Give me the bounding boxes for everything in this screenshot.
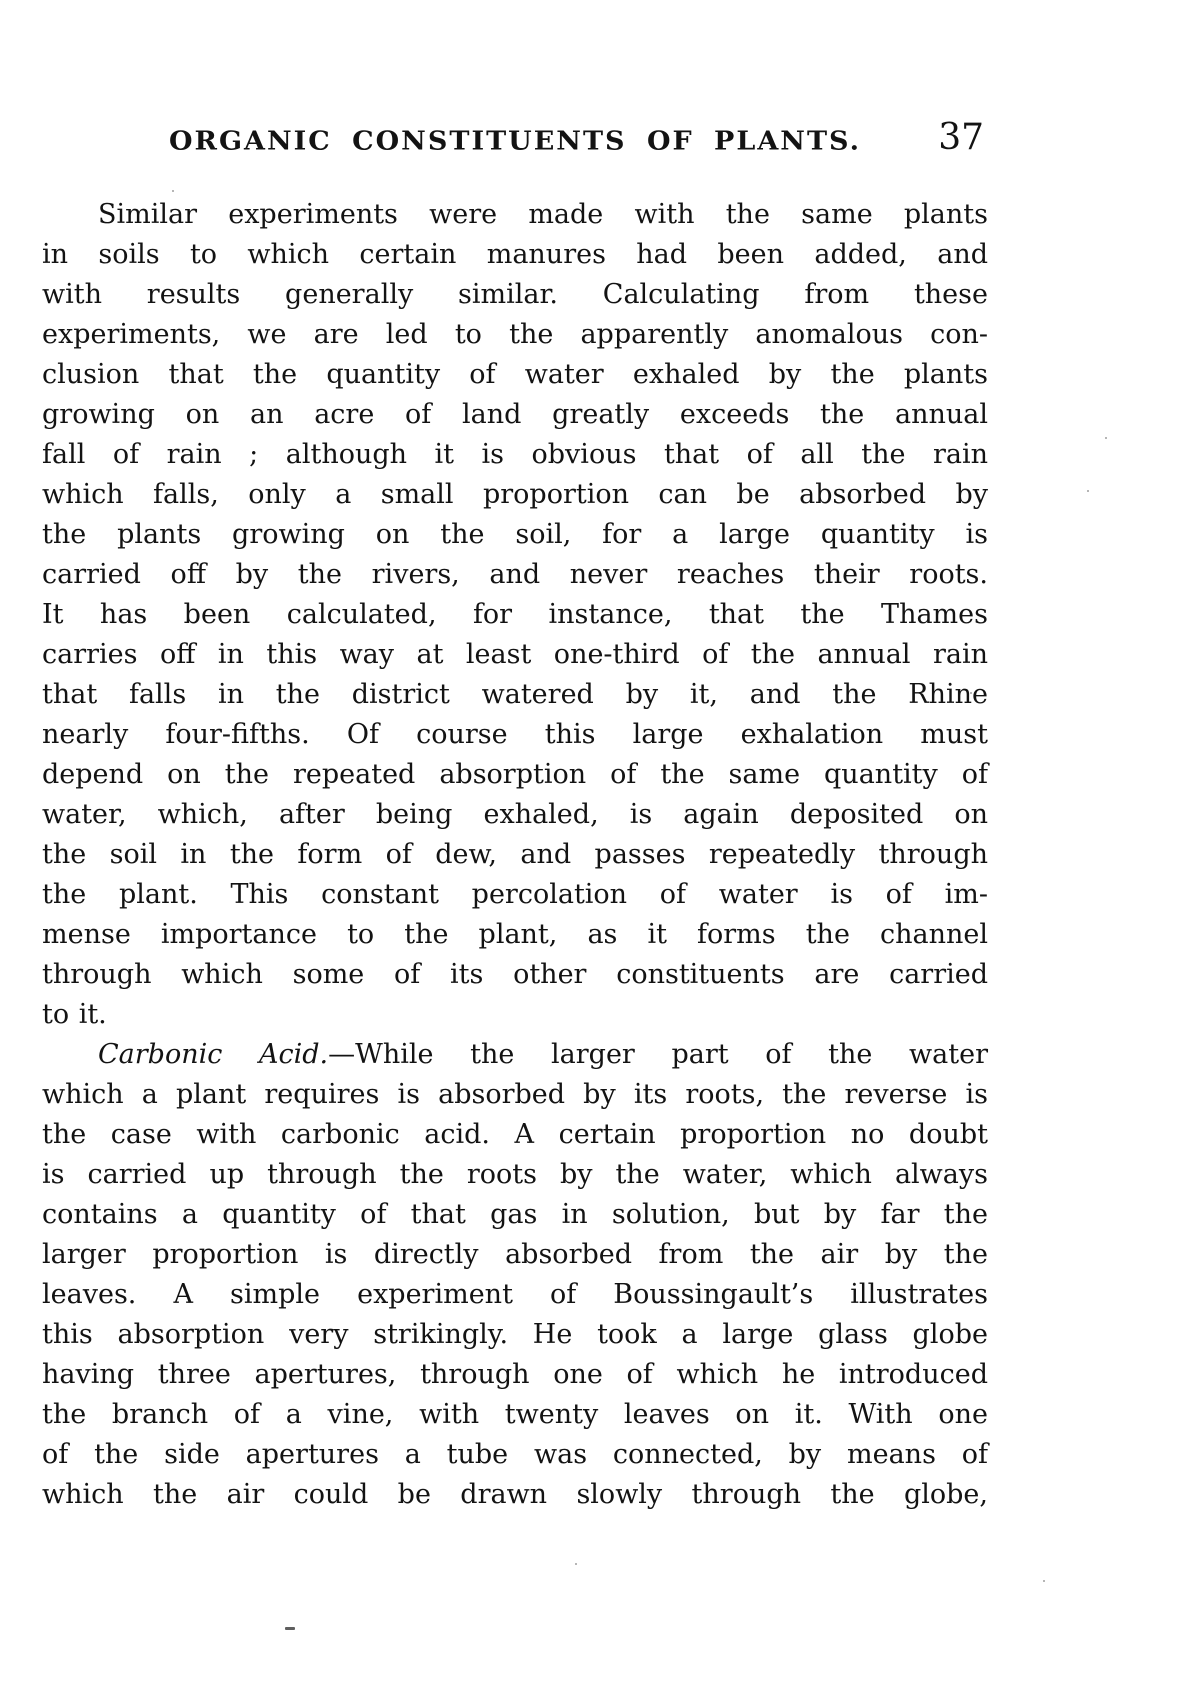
- text-line: this absorption very strikingly. He took a large glass globe: [42, 1319, 988, 1350]
- paragraph: [42, 195, 988, 1035]
- scan-speck: [575, 1563, 577, 1565]
- page-header: [42, 117, 988, 164]
- text-line: through which some of its other constituents are carried: [42, 959, 988, 990]
- text-line: which falls, only a small proportion can be absorbed by: [42, 479, 988, 510]
- text-line: is carried up through the roots by the water, which always: [42, 1159, 988, 1190]
- text-line: that falls in the district watered by it, and the Rhine: [42, 679, 988, 710]
- text-line: the plants growing on the soil, for a large quantity is: [42, 519, 988, 550]
- text-line: experiments, we are led to the apparently anomalous con-: [42, 319, 988, 350]
- scan-speck: [970, 692, 972, 694]
- text-line: growing on an acre of land greatly exceeds the annual: [42, 399, 988, 430]
- text-line: with results generally similar. Calculating from these: [42, 279, 988, 310]
- scan-speck: [172, 190, 174, 192]
- text-line: depend on the repeated absorption of the same quantity of: [42, 759, 988, 790]
- text-line: fall of rain ; although it is obvious that of all the rain: [42, 439, 988, 470]
- text-line: to it.: [42, 999, 107, 1030]
- text-line: the soil in the form of dew, and passes repeatedly through: [42, 839, 988, 870]
- scan-speck: [285, 1627, 295, 1630]
- text-line: clusion that the quantity of water exhaled by the plants: [42, 359, 988, 390]
- text-line: of the side apertures a tube was connected, by means of: [42, 1439, 988, 1470]
- text-line: having three apertures, through one of which he introduced: [42, 1359, 988, 1390]
- text-line: larger proportion is directly absorbed from the air by the: [42, 1239, 988, 1270]
- running-title: ORGANIC CONSTITUENTS OF PLANTS.: [169, 126, 861, 157]
- page-body: [42, 195, 988, 1515]
- scan-speck: [1105, 437, 1107, 439]
- page-number: 37: [938, 117, 984, 158]
- text-line: which the air could be drawn slowly through the globe,: [42, 1479, 988, 1510]
- text-line: mense importance to the plant, as it forms the channel: [42, 919, 988, 950]
- text-line: which a plant requires is absorbed by its roots, the reverse is: [42, 1079, 988, 1110]
- italic-lead: Carbonic Acid.: [98, 1039, 329, 1070]
- text-line: Similar experiments were made with the same plants: [98, 199, 988, 230]
- scan-speck: [1087, 490, 1089, 492]
- text-line: the case with carbonic acid. A certain proportion no doubt: [42, 1119, 988, 1150]
- text-line: Carbonic Acid.—While the larger part of the water: [98, 1039, 988, 1070]
- text-line: water, which, after being exhaled, is again deposited on: [42, 799, 988, 830]
- text-line: the plant. This constant percolation of water is of im-: [42, 879, 988, 910]
- text-line: carries off in this way at least one-third of the annual rain: [42, 639, 988, 670]
- text-line: contains a quantity of that gas in solution, but by far the: [42, 1199, 988, 1230]
- text-line: carried off by the rivers, and never reaches their roots.: [42, 559, 988, 590]
- text-line: the branch of a vine, with twenty leaves on it. With one: [42, 1399, 988, 1430]
- text-line: nearly four-fifths. Of course this large exhalation must: [42, 719, 988, 750]
- text-line: in soils to which certain manures had been added, and: [42, 239, 988, 270]
- scan-speck: [1043, 1580, 1045, 1582]
- paragraph: [42, 1035, 988, 1515]
- text-line: It has been calculated, for instance, that the Thames: [42, 599, 988, 630]
- text-line: leaves. A simple experiment of Boussingault’s illustrates: [42, 1279, 988, 1310]
